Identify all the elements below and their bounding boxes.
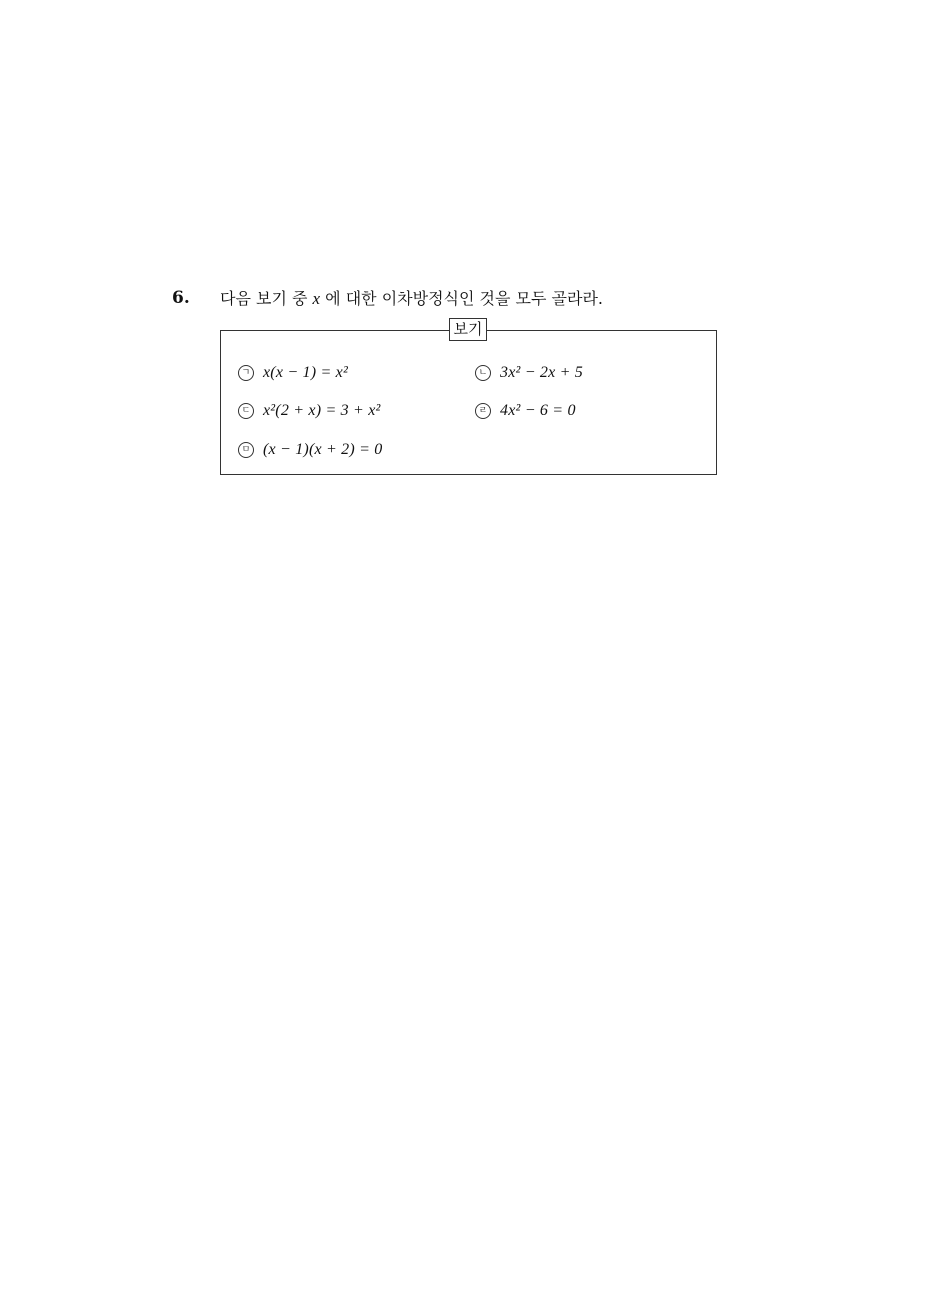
choice-expression: 4x² − 6 = 0 [500,402,576,419]
choice-expression: x²(2 + x) = 3 + x² [263,402,381,419]
question-text [220,288,603,310]
problem-number: 6. [172,288,190,308]
question-text-after: 에 대한 이차방정식인 것을 모두 골라라. [320,289,603,308]
choice-item [238,363,348,383]
choice-marker: ㄷ [238,403,254,419]
choice-marker: ㄱ [238,365,254,381]
choice-expression: (x − 1)(x + 2) = 0 [263,441,383,458]
question-variable: x [312,289,321,308]
choice-marker: ㅁ [238,442,254,458]
choice-marker: ㄴ [475,365,491,381]
choice-expression: x(x − 1) = x² [263,364,348,381]
choice-item [238,440,383,460]
choice-item [475,401,576,421]
choice-item [238,401,381,421]
question-text-before: 다음 보기 중 [220,289,313,308]
choice-expression: 3x² − 2x + 5 [500,364,583,381]
choice-item [475,363,583,383]
choice-marker: ㄹ [475,403,491,419]
choices-box-label: 보기 [449,318,487,341]
